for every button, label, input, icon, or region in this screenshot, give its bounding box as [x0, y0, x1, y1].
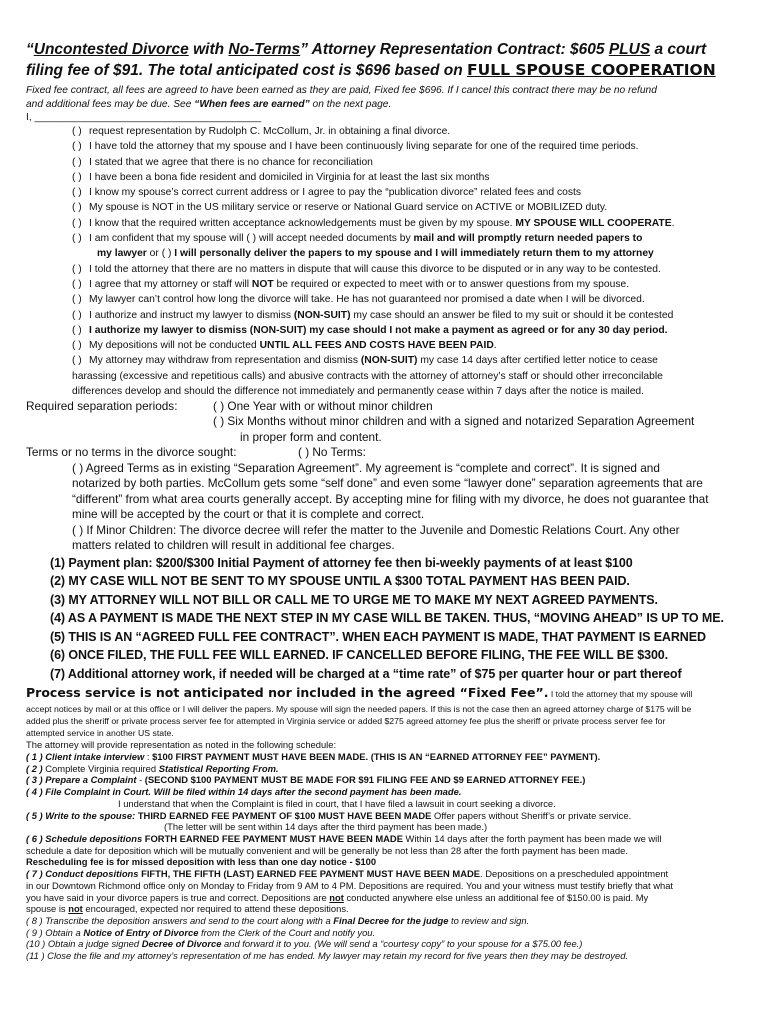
item-text: I know my spouse’s correct current address or I agree to pay the “publication divorce” related fees and costs [89, 187, 582, 199]
item-text: My attorney may withdraw from representation and dismiss [89, 355, 361, 367]
checkbox-parens[interactable]: ( ) [72, 340, 82, 352]
item-text: I know that the required written acceptance acknowledgements must be given by my spouse. [89, 217, 516, 229]
checkbox-parens[interactable]: ( ) [72, 309, 82, 321]
separation-row-3: in proper form and content. [240, 429, 382, 444]
schedule-step-2: ( 2 ) Complete Virginia required Statistical Reporting From. [26, 762, 279, 774]
checklist-item [26, 170, 748, 185]
item-text: I have told the attorney that my spouse and I have been continuously living separate for one of the required time periods. [89, 141, 639, 153]
client-name-line: I, ________________________________________ [26, 112, 262, 123]
schedule-step-6-line-3: Rescheduling fee is for missed deposition with less than one day notice - $100 [26, 856, 377, 868]
schedule-step-7: ( 7 ) Conduct depositions FIFTH, THE FIFTH (LAST) EARNED FEE PAYMENT MUST HAVE BEEN MADE. Depositions on a prescheduled appointment [26, 868, 669, 880]
item-text: I agree that my attorney or staff will [89, 278, 252, 290]
numbered-terms [26, 554, 748, 684]
schedule-step-3: ( 3 ) Prepare a Complaint - (SECOND $100 PAYMENT MUST BE MADE FOR $91 FILING FEE AND $9 EARNED ATTORNEY FEE.) [26, 774, 586, 786]
item-bold-text: NOT [251, 278, 274, 290]
item-after-text: . [671, 217, 675, 229]
checklist-item [26, 231, 748, 246]
item-text: My lawyer can’t control how long the divorce will take. He has not guaranteed nor promised a date when I will be divorced. [89, 294, 645, 306]
intro-line-1: Fixed fee contract, all fees are agreed to have been earned as they are paid, Fixed fee $696. If I cancel this contract there may be no refund [26, 85, 657, 96]
schedule-step-11: (11 ) Close the file and my attorney’s representation of me has ended. My lawyer may retain my record for five years then they may be destroyed. [26, 950, 629, 962]
contract-document [26, 40, 748, 962]
checklist [26, 124, 748, 246]
withdraw-continuation-2: differences develop and should the difference not immediately and permanently cease within 7 days after the notice is mailed. [72, 385, 645, 397]
item-text: request representation by Rudolph C. McCollum, Jr. in obtaining a final divorce. [89, 126, 451, 137]
process-service: Process service is not anticipated nor included in the agreed “Fixed Fee”. I told the attorney that my spouse will [26, 685, 693, 701]
process-line-1: accept notices by mail or at this office or I will deliver the papers. My spouse will sign the needed papers. If this is not the case then an agreed attorney charge of $175 will be [26, 704, 692, 715]
checkbox-parens[interactable]: ( ) [72, 217, 82, 229]
checklist-item [26, 139, 748, 154]
item-after-text: my case 14 days after certified letter notice to cease [417, 355, 658, 367]
numbered-term: (1) Payment plan: $200/$300 Initial Payment of attorney fee then bi-weekly payments of at least $100 [50, 555, 633, 570]
schedule-step-7-line-3: you have said in your divorce papers is true and correct. Depositions are not conducted anywhere else unless an additional fee of $150.00 is paid. My [26, 891, 649, 903]
checklist-item [26, 185, 748, 200]
item-text: My depositions will not be conducted [89, 340, 260, 352]
schedule-intro: The attorney will provide representation as noted in the following schedule: [26, 739, 337, 751]
checklist-2 [26, 262, 748, 369]
item-after-text: be required or expected to meet with or to answer questions from my spouse. [273, 278, 630, 290]
numbered-term: (7) Additional attorney work, if needed will be charged at a “time rate” of $75 per quarter hour or part thereof [50, 666, 682, 681]
separation-row-2: ( ) Six Months without minor children and with a signed and notarized Separation Agreement [213, 414, 695, 429]
checkbox-parens[interactable]: ( ) [72, 355, 82, 367]
item-text: I told the attorney that there are no matters in dispute that will cause this divorce to be disputed or in any way to be contested. [89, 263, 661, 275]
schedule-step-6-line-2: schedule a date for deposition which will be mutually convenient and will be generally be not less than 28 after the forth payment has been made. [26, 844, 628, 856]
schedule-step-6: ( 6 ) Schedule depositions FORTH EARNED FEE PAYMENT MUST HAVE BEEN MADE Within 14 days after the forth payment has been made we will [26, 832, 662, 844]
title-line-2: filing fee of $91. The total anticipated cost is $696 based on FULL SPOUSE COOPERATION [26, 61, 716, 79]
schedule-step-4: ( 4 ) File Complaint in Court. Will be filed within 14 days after the second payment has been made. [26, 786, 462, 798]
item-bold-text: (NON-SUIT) [293, 309, 351, 321]
numbered-term: (5) THIS IS AN “AGREED FULL FEE CONTRACT”. WHEN EACH PAYMENT IS MADE, THAT PAYMENT IS EARNED [50, 629, 706, 644]
checklist-item [26, 200, 748, 215]
checkbox-parens[interactable]: ( ) [72, 324, 82, 336]
checkbox-parens[interactable]: ( ) [72, 141, 82, 153]
checklist-item [26, 216, 748, 231]
schedule-step-1: ( 1 ) Client intake interview : $100 FIRST PAYMENT MUST HAVE BEEN MADE. (THIS IS AN “EARNED ATTORNEY FEE” PAYMENT). [26, 751, 601, 763]
numbered-term: (6) ONCE FILED, THE FULL FEE WILL EARNED. IF CANCELLED BEFORE FILING, THE FEE WILL BE $300. [50, 648, 669, 663]
intro-line-2: and additional fees may be due. See “When fees are earned” on the next page. [26, 99, 392, 110]
item-after-text: . [493, 340, 497, 352]
checkbox-parens[interactable]: ( ) [72, 156, 82, 168]
checklist-item [26, 292, 748, 307]
checklist-item [26, 262, 748, 277]
checkbox-parens[interactable]: ( ) [72, 278, 82, 290]
checkbox-parens[interactable]: ( ) [72, 202, 82, 214]
schedule-step-4-note: I understand that when the Complaint is filed in court, that I have filed a lawsuit in court seeking a divorce. [118, 797, 556, 809]
checklist-continuation: my lawyer or ( ) I will personally deliver the papers to my spouse and I will immediately return them to my attorney [97, 248, 654, 260]
schedule-step-5: ( 5 ) Write to the spouse: THIRD EARNED FEE PAYMENT OF $100 MUST HAVE BEEN MADE Offer papers without Sheriff’s or private service. [26, 809, 632, 821]
checkbox-parens[interactable]: ( ) [72, 126, 82, 137]
checklist-item [26, 155, 748, 170]
numbered-term: (4) AS A PAYMENT IS MADE THE NEXT STEP IN MY CASE WILL BE TAKEN. THUS, “MOVING AHEAD” IS UP TO ME. [50, 611, 724, 626]
item-after-text: my case should an answer be filed to my suit or should it be contested [350, 309, 674, 321]
item-bold-text: MY SPOUSE WILL COOPERATE [515, 217, 672, 229]
terms-agreed-4: mine will be accepted by the court or that it is complete and correct. [72, 507, 425, 522]
item-text: I am confident that my spouse will ( ) will accept needed documents by [89, 233, 414, 245]
withdraw-continuation-1: harassing (excessive and repetitious calls) and abusive contracts with the attorney of attorney’s staff or should other irreconcilable [72, 370, 663, 382]
checkbox-parens[interactable]: ( ) [72, 233, 82, 245]
terms-agreed-1: ( ) Agreed Terms as in existing “Separation Agreement”. My agreement is “complete and correct”. It is signed and [72, 460, 660, 475]
checklist-item [26, 353, 748, 368]
checkbox-parens[interactable]: ( ) [72, 263, 82, 275]
terms-minor-2: matters related to children will result in additional fee charges. [72, 538, 395, 553]
checklist-item [26, 308, 748, 323]
terms-row: Terms or no terms in the divorce sought: ( ) No Terms: [26, 445, 366, 460]
item-text: I authorize and instruct my lawyer to dismiss [89, 309, 294, 321]
item-text: I have been a bona fide resident and domiciled in Virginia for at least the last six months [89, 171, 490, 183]
checklist-item [26, 338, 748, 353]
schedule-step-9: ( 9 ) Obtain a Notice of Entry of Divorce from the Clerk of the Court and notify you. [26, 926, 376, 938]
terms-agreed-3: “different” from what area courts generally accept. By accepting mine for filing with my divorce, he does not guarantee that [72, 491, 709, 506]
item-bold-text: UNTIL ALL FEES AND COSTS HAVE BEEN PAID [259, 340, 494, 352]
item-bold-text: mail and will promptly return needed papers to [413, 233, 643, 245]
item-text: I stated that we agree that there is no chance for reconciliation [89, 156, 373, 168]
item-bold-text: I authorize my lawyer to dismiss (NON-SUIT) my case should I not make a payment as agreed or for any 30 day period. [89, 324, 668, 336]
checkbox-parens[interactable]: ( ) [72, 171, 82, 183]
checklist-item [26, 277, 748, 292]
schedule-step-5-note: (The letter will be sent within 14 days after the third payment has been made.) [164, 821, 488, 833]
schedule-step-8: ( 8 ) Transcribe the deposition answers and send to the court along with a Final Decree for the judge to review and sign. [26, 914, 530, 926]
checkbox-parens[interactable]: ( ) [72, 187, 82, 199]
item-text: My spouse is NOT in the US military service or reserve or National Guard service on ACTIVE or MOBILIZED duty. [89, 202, 608, 214]
title-line-1: “Uncontested Divorce with No-Terms” Attorney Representation Contract: $605 PLUS a court [26, 41, 707, 58]
process-line-3: attempted service in another US state. [26, 727, 174, 738]
checklist-item [26, 323, 748, 338]
schedule-step-10: (10 ) Obtain a judge signed Decree of Divorce and forward it to you. (We will send a “courtesy copy” to your spouse for a $75.00 fee.) [26, 938, 583, 950]
numbered-term: (2) MY CASE WILL NOT BE SENT TO MY SPOUSE UNTIL A $300 TOTAL PAYMENT HAS BEEN PAID. [50, 574, 630, 589]
schedule-step-7-line-2: in our Downtown Richmond office only on Monday to Friday from 9 AM to 4 PM. Depositions are required. You and your witness must testify briefly that what [26, 879, 674, 891]
terms-minor-1: ( ) If Minor Children: The divorce decree will refer the matter to the Juvenile and Domestic Relations Court. Any other [72, 522, 680, 537]
checkbox-parens[interactable]: ( ) [72, 294, 82, 306]
separation-row-1: Required separation periods: ( ) One Year with or without minor children [26, 398, 433, 413]
terms-agreed-2: notarized by both parties. McCollum gets some “self done” and even some “lawyer done” separation agreements that are [72, 476, 703, 491]
numbered-term: (3) MY ATTORNEY WILL NOT BILL OR CALL ME TO URGE ME TO MAKE MY NEXT AGREED PAYMENTS. [50, 592, 658, 607]
schedule-step-7-line-4: spouse is not encouraged, expected nor required to attend these depositions. [26, 903, 349, 915]
checklist-item [26, 124, 748, 139]
item-bold-text: (NON-SUIT) [360, 355, 418, 367]
process-line-2: added plus the sheriff or private process server fee for attempted in Virginia service or added $275 agreed attorney fee plus the sheriff or private process server fee for [26, 715, 666, 726]
